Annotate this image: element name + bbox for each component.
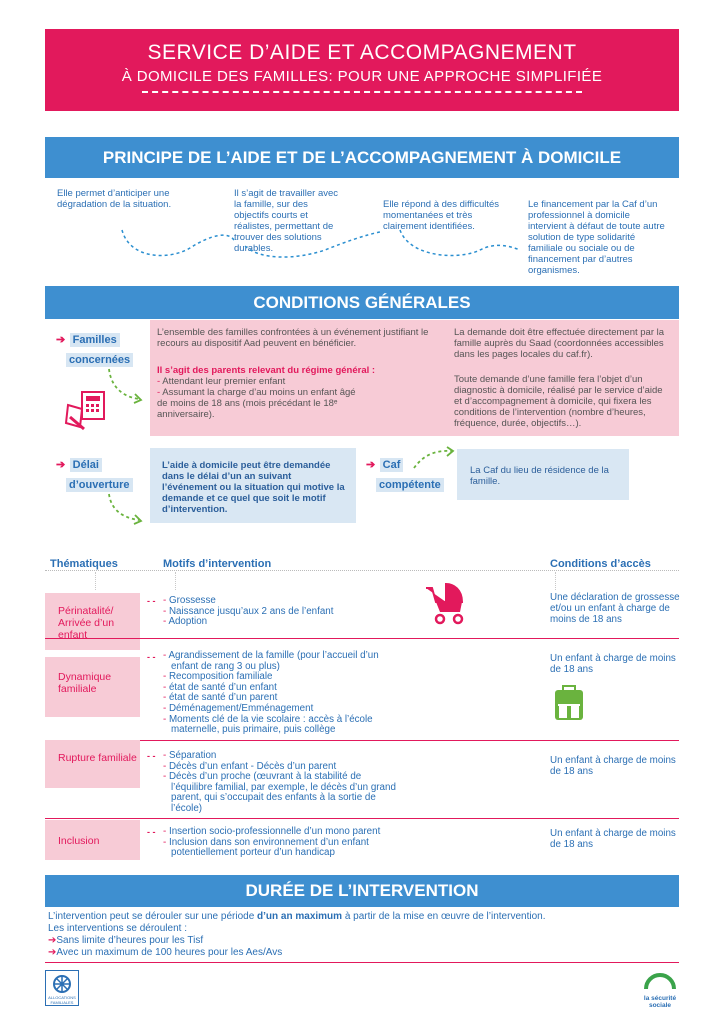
cond-dynamique: Un enfant à charge de moins de 18 ans (550, 653, 676, 675)
motif-item: - Inclusion dans son environnement d’un enfant potentiellement porteur d’un handicap (163, 838, 413, 859)
securite-sociale-logo (640, 972, 680, 1009)
stroller-icon (418, 580, 468, 625)
caf-label (366, 455, 403, 473)
principe-item-1: Elle permet d’anticiper une dégradation de la situation. (57, 188, 172, 210)
row-arrow-icon: - - (147, 652, 156, 662)
page-header (45, 29, 679, 111)
theme-dynamique: Dynamique familiale (45, 657, 140, 717)
motifs-list-dynamique (163, 651, 403, 736)
motifs-list-perinatalite (163, 596, 403, 628)
demande-text-2: Toute demande d’une famille fera l’objet d’un diagnostic à domicile, réalisé par le service d’aide et d’accompagnement à domicile, qui fixera les conditions de l’intervention (nombre d’heures, fréquence, durée, objectifs…). (454, 374, 663, 429)
securite-sociale-text-1: la sécurité (643, 995, 677, 1002)
header-rule (45, 570, 679, 571)
col-header-thematiques: Thématiques (50, 558, 118, 570)
row-arrow-icon: - - (147, 751, 156, 761)
arrow-icon: ➔ (56, 459, 66, 471)
documents-pen-icon (62, 387, 112, 432)
duree-title-bar (45, 875, 679, 907)
col-header-conditions: Conditions d’accès (550, 558, 651, 570)
header-title-line2: À DOMICILE DES FAMILLES: POUR UNE APPROCHE SIMPLIFIÉE (121, 68, 603, 85)
motif-item: - Grossesse (163, 596, 403, 607)
row-arrow-icon: - - (147, 596, 156, 606)
motif-item: - Agrandissement de la famille (pour l’accueil d’un enfant de rang 3 ou plus) (163, 651, 403, 672)
principe-item-2: Il s’agit de travailler avec la famille, sur des objectifs courts et réalistes, permettant de trouver des solutions durables. (234, 188, 339, 254)
arrow-icon: ➔ (48, 947, 57, 958)
arrow-icon: ➔ (48, 935, 57, 946)
caf-green-arrow (412, 446, 457, 471)
header-divider (95, 572, 96, 590)
principe-title: PRINCIPE DE L’AIDE ET DE L’ACCOMPAGNEMENT À DOMICILE (102, 148, 622, 167)
arrow-icon: ➔ (56, 334, 66, 346)
row-separator (45, 638, 679, 639)
cond-perinatalite: Une déclaration de grossesse et/ou un enfant à charge de moins de 18 ans (550, 592, 680, 625)
familles-label-line1: Familles (70, 333, 120, 347)
delai-green-arrow (105, 492, 145, 527)
arrow-icon: ➔ (366, 459, 376, 471)
footer-separator (45, 962, 679, 963)
motif-item: - Séparation (163, 751, 401, 762)
motif-item: - Recomposition familiale (163, 672, 403, 683)
school-bag-icon (553, 684, 585, 722)
securite-sociale-text-2: sociale (648, 1002, 672, 1009)
conditions-title-bar (45, 286, 679, 319)
caf-label-line1: Caf (380, 458, 404, 472)
arc-logo-icon (642, 972, 678, 990)
delai-label-2 (66, 475, 133, 493)
parents-item-2: - Assumant la charge d’au moins un enfant âgé de moins de 18 ans (mois précédant le 18ᵉ anniversaire). (157, 387, 356, 420)
familles-label-line2: concernées (66, 353, 133, 367)
motif-item: - état de santé d’un parent (163, 693, 403, 704)
motif-item: - état de santé d’un enfant (163, 683, 403, 694)
motif-item: - Déménagement/Emménagement (163, 704, 403, 715)
delai-label (56, 455, 102, 473)
duree-line3: ➔Sans limite d’heures pour les Tisf (48, 935, 204, 946)
header-dashed-rule (142, 91, 582, 93)
col-header-motifs: Motifs d’intervention (163, 558, 272, 570)
row-separator (45, 818, 679, 819)
theme-inclusion: Inclusion (45, 820, 140, 860)
principe-dotted-connector (110, 220, 530, 270)
duree-title: DURÉE DE L’INTERVENTION (245, 881, 479, 900)
principe-title-bar (45, 137, 679, 178)
caf-logo (45, 970, 79, 1006)
header-divider (555, 572, 556, 590)
familles-text: L’ensemble des familles confrontées à un événement justifiant le recours au dispositif Aad peuvent en bénéficier. (157, 327, 429, 349)
cond-inclusion: Un enfant à charge de moins de 18 ans (550, 828, 676, 850)
familles-label (56, 330, 120, 348)
motif-item: - Adoption (163, 617, 403, 628)
delai-text: L’aide à domicile peut être demandée dans le délai d’un an suivant l’événement ou la situation qui motive la demande et ce quel que soit le motif d’intervention. (162, 460, 345, 515)
duree-line2: Les interventions se déroulent : (48, 923, 187, 934)
row-arrow-icon: - - (147, 827, 156, 837)
delai-label-line2: d’ouverture (66, 478, 133, 492)
delai-label-line1: Délai (70, 458, 102, 472)
theme-rupture: Rupture familiale (45, 740, 140, 788)
header-divider (175, 572, 176, 590)
row-separator (45, 740, 679, 741)
caf-logo-text: ALLOCATIONS FAMILIALES (48, 995, 76, 1005)
principe-item-3: Elle répond à des difficultés momentanées et très clairement identifiées. (383, 199, 500, 232)
motif-item: - Insertion socio-professionnelle d’un mono parent (163, 827, 413, 838)
parents-item-1: - Attendant leur premier enfant (157, 376, 286, 387)
cond-rupture: Un enfant à charge de moins de 18 ans (550, 755, 676, 777)
duree-line4: ➔Avec un maximum de 100 heures pour les Aes/Avs (48, 947, 283, 958)
motifs-list-inclusion (163, 827, 413, 859)
motif-item: - Moments clé de la vie scolaire : accès à l’école maternelle, puis primaire, puis collège (163, 715, 403, 736)
duree-line1: L’intervention peut se dérouler sur une période d’un an maximum à partir de la mise en œuvre de l’intervention. (48, 911, 546, 922)
caf-label-2 (376, 475, 444, 493)
parents-title: Il s’agit des parents relevant du régime général : (157, 365, 376, 376)
caf-label-line2: compétente (376, 478, 444, 492)
header-title-line1: SERVICE D’AIDE ET ACCOMPAGNEMENT (147, 41, 577, 64)
demande-text-1: La demande doit être effectuée directement par la famille auprès du Saad (coordonnées accessibles dans les pages locales du caf.fr). (454, 327, 665, 360)
motif-item: - Décès d’un proche (œuvrant à la stabilité de l’équilibre familial, par exemple, le décès d’un grand parent, qui s’occupait des enfants à la sortie de l’école) (163, 772, 401, 814)
motifs-list-rupture (163, 751, 401, 815)
snowflake-logo-icon (46, 973, 78, 995)
motif-item: - Décès d’un enfant - Décès d’un parent (163, 762, 401, 773)
conditions-title: CONDITIONS GÉNÉRALES (253, 293, 471, 312)
motif-item: - Naissance jusqu’aux 2 ans de l’enfant (163, 607, 403, 618)
caf-text: La Caf du lieu de résidence de la famille. (470, 465, 609, 487)
parents-list (157, 376, 357, 420)
principe-item-4: Le financement par la Caf d’un professionnel à domicile intervient à défaut de toute autre solution de type solidarité familiale ou sociale ou de financement par d’autres organismes. (528, 199, 665, 276)
theme-perinatalite: Périnatalité/ Arrivée d’un enfant (45, 593, 140, 650)
